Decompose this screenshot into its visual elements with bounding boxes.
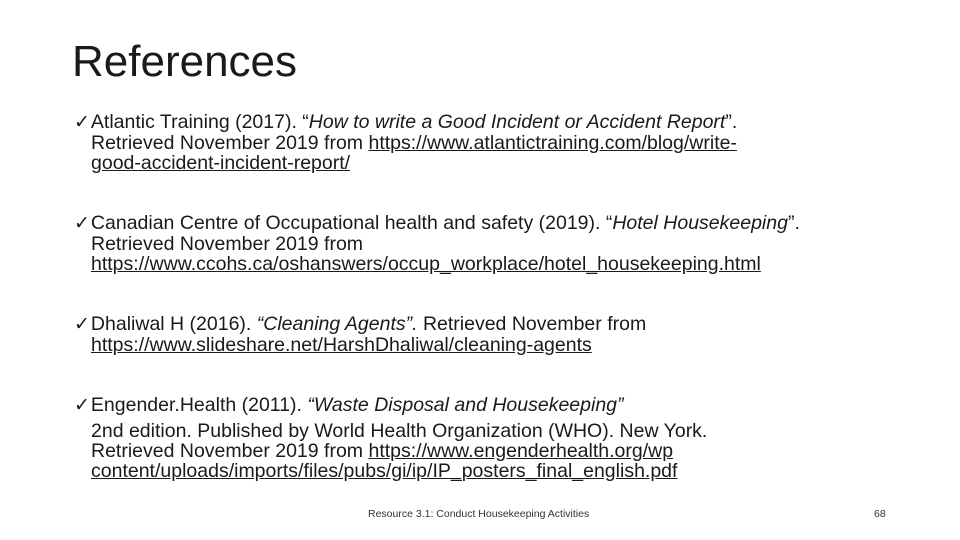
reference-line <box>74 335 904 355</box>
reference-link[interactable]: https://www.atlantictraining.com/blog/write- <box>368 132 737 154</box>
reference-line <box>74 461 904 481</box>
reference-title: How to write a Good Incident or Accident Report <box>308 111 726 133</box>
reference-link[interactable]: https://www.slideshare.net/HarshDhaliwal/cleaning-agents <box>91 334 592 356</box>
reference-line <box>74 395 904 416</box>
reference-line <box>74 314 904 335</box>
reference-line <box>74 112 904 133</box>
checkmark-icon: ✓ <box>74 112 90 133</box>
reference-line <box>74 213 904 234</box>
slide-footer: Resource 3.1: Conduct Housekeeping Activities <box>368 508 590 520</box>
checkmark-icon: ✓ <box>74 395 90 416</box>
reference-link[interactable]: content/uploads/imports/files/pubs/gi/ip/IP_posters_final_english.pdf <box>91 460 678 482</box>
reference-line <box>74 153 904 173</box>
reference-line: Retrieved November 2019 from <box>91 233 364 255</box>
reference-text: ”. <box>725 111 738 133</box>
reference-link[interactable]: https://www.engenderhealth.org/wp <box>368 440 674 462</box>
reference-title: “Waste Disposal and Housekeeping” <box>307 394 624 416</box>
reference-line <box>74 254 904 274</box>
reference-item <box>74 112 904 173</box>
reference-link[interactable]: good-accident-incident-report/ <box>91 152 351 174</box>
reference-title: Hotel Housekeeping <box>612 212 788 234</box>
reference-text: Canadian Centre of Occupational health and safety (2019). “ <box>90 212 613 234</box>
reference-text: Engender.Health (2011). <box>90 394 308 416</box>
reference-text: Retrieved November 2019 from <box>91 440 369 462</box>
slide-title: References <box>72 37 298 86</box>
reference-text: Retrieved November from <box>417 313 647 335</box>
reference-title: “Cleaning Agents”. <box>256 313 418 335</box>
reference-item <box>74 314 904 355</box>
checkmark-icon: ✓ <box>74 314 90 335</box>
reference-item <box>74 395 904 481</box>
checkmark-icon: ✓ <box>74 213 90 234</box>
reference-text: Atlantic Training (2017). “ <box>90 111 309 133</box>
page-number: 68 <box>874 508 886 520</box>
reference-text: ”. <box>787 212 800 234</box>
reference-text: Retrieved November 2019 from <box>91 132 369 154</box>
reference-line <box>74 133 904 153</box>
reference-link[interactable]: https://www.ccohs.ca/oshanswers/occup_workplace/hotel_housekeeping.html <box>91 253 761 275</box>
reference-text: Dhaliwal H (2016). <box>90 313 257 335</box>
reference-line: 2nd edition. Published by World Health Organization (WHO). New York. <box>91 420 708 442</box>
reference-line <box>74 441 904 461</box>
reference-item <box>74 213 904 274</box>
